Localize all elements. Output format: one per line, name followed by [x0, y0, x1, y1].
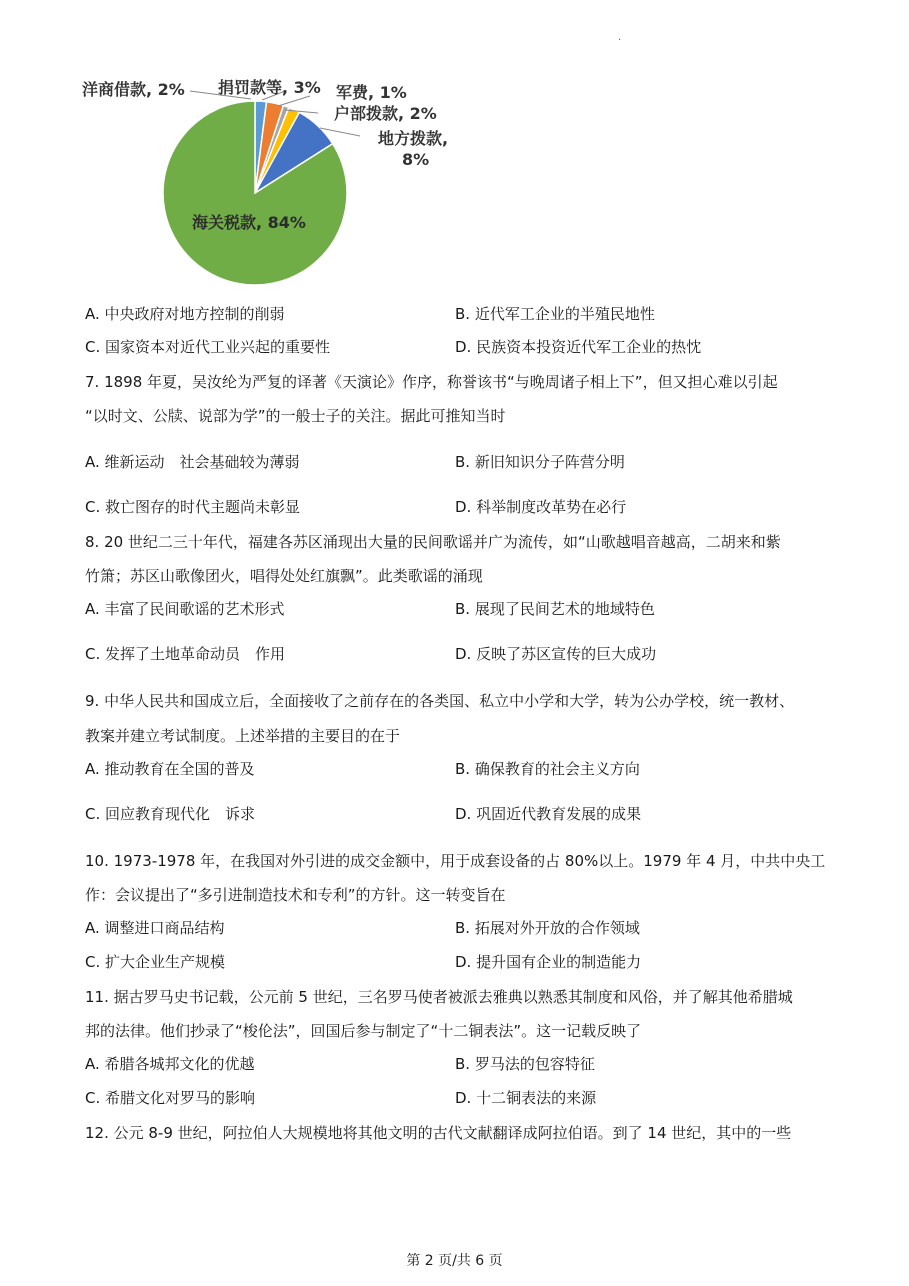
slice-label-foreign-loans: 洋商借款, 2%	[82, 80, 185, 99]
slice-label-donations: 捐罚款等, 3%	[218, 78, 321, 97]
q11-stem-line1: 11. 据古罗马史书记载，公元前 5 世纪，三名罗马使者被派去雅典以熟悉其制度和风俗，并了解其他希腊城	[85, 988, 793, 1006]
q7-option-a: A. 维新运动 社会基础较为薄弱	[85, 453, 300, 471]
q9-option-c: C. 回应教育现代化 诉求	[85, 805, 256, 823]
q6-option-b: B. 近代军工企业的半殖民地性	[455, 305, 655, 323]
q10-stem-line2: 作：会议提出了“多引进制造技术和专利”的方针。这一转变旨在	[85, 886, 506, 904]
q9-option-a: A. 推动教育在全国的普及	[85, 760, 255, 778]
q7-stem-line2: “以时文、公牍、说部为学”的一般士子的关注。据此可推知当时	[85, 407, 506, 425]
q9-stem-line1: 9. 中华人民共和国成立后，全面接收了之前存在的各类国、私立中小学和大学，转为公办学校，统一教材、	[85, 692, 795, 710]
q9-option-d: D. 巩固近代教育发展的成果	[455, 805, 642, 823]
q10-option-d: D. 提升国有企业的制造能力	[455, 953, 642, 971]
q8-option-b: B. 展现了民间艺术的地域特色	[455, 600, 655, 618]
q11-option-d: D. 十二铜表法的来源	[455, 1089, 597, 1107]
q11-option-b: B. 罗马法的包容特征	[455, 1055, 595, 1073]
q12-stem-line1: 12. 公元 8-9 世纪，阿拉伯人大规模地将其他文明的古代文献翻译成阿拉伯语。到了 14 世纪，其中的一些	[85, 1124, 792, 1142]
q7-option-b: B. 新旧知识分子阵营分明	[455, 453, 625, 471]
q10-option-c: C. 扩大企业生产规模	[85, 953, 226, 971]
q6-option-a: A. 中央政府对地方控制的削弱	[85, 305, 285, 323]
q9-stem-line2: 教案并建立考试制度。上述举措的主要目的在于	[85, 727, 401, 745]
q8-option-d: D. 反映了苏区宣传的巨大成功	[455, 645, 657, 663]
q11-stem-line2: 邦的法律。他们抄录了“梭伦法”，回国后参与制定了“十二铜表法”。这一记载反映了	[85, 1022, 642, 1040]
q10-option-b: B. 拓展对外开放的合作领域	[455, 919, 640, 937]
q11-option-c: C. 希腊文化对罗马的影响	[85, 1089, 256, 1107]
q11-option-a: A. 希腊各城邦文化的优越	[85, 1055, 255, 1073]
q10-option-a: A. 调整进口商品结构	[85, 919, 225, 937]
q7-stem-line1: 7. 1898 年夏，吴汝纶为严复的译著《天演论》作序，称誉该书“与晚周诸子相上下”，但又担心难以引起	[85, 373, 778, 391]
slice-label-ministry: 户部拨款, 2%	[334, 104, 437, 123]
q10-stem-line1: 10. 1973-1978 年，在我国对外引进的成交金额中，用于成套设备的占 80%以上。1979 年 4 月，中共中央工	[85, 852, 826, 870]
q7-option-d: D. 科举制度改革势在必行	[455, 498, 627, 516]
q8-stem-line2: 竹箫；苏区山歌像团火，唱得处处红旗飘”。此类歌谣的涌现	[85, 567, 483, 585]
q7-option-c: C. 救亡图存的时代主题尚未彰显	[85, 498, 301, 516]
pie-chart	[150, 88, 360, 298]
q8-stem-line1: 8. 20 世纪二三十年代，福建各苏区涌现出大量的民间歌谣并广为流传，如“山歌越唱音越高，二胡来和紫	[85, 533, 781, 551]
q6-option-d: D. 民族资本投资近代军工企业的热忱	[455, 338, 702, 356]
page-footer: 第 2 页/共 6 页	[406, 1253, 503, 1269]
slice-label-military: 军费, 1%	[336, 83, 407, 102]
slice-label-local: 地方拨款,	[378, 129, 449, 148]
q8-option-c: C. 发挥了土地革命动员 作用	[85, 645, 286, 663]
header-mark: .	[618, 32, 622, 43]
q6-option-c: C. 国家资本对近代工业兴起的重要性	[85, 338, 331, 356]
q8-option-a: A. 丰富了民间歌谣的艺术形式	[85, 600, 285, 618]
slice-label-customs: 海关税款, 84%	[192, 213, 306, 232]
q9-option-b: B. 确保教育的社会主义方向	[455, 760, 640, 778]
slice-label-local-pct: 8%	[402, 150, 430, 169]
